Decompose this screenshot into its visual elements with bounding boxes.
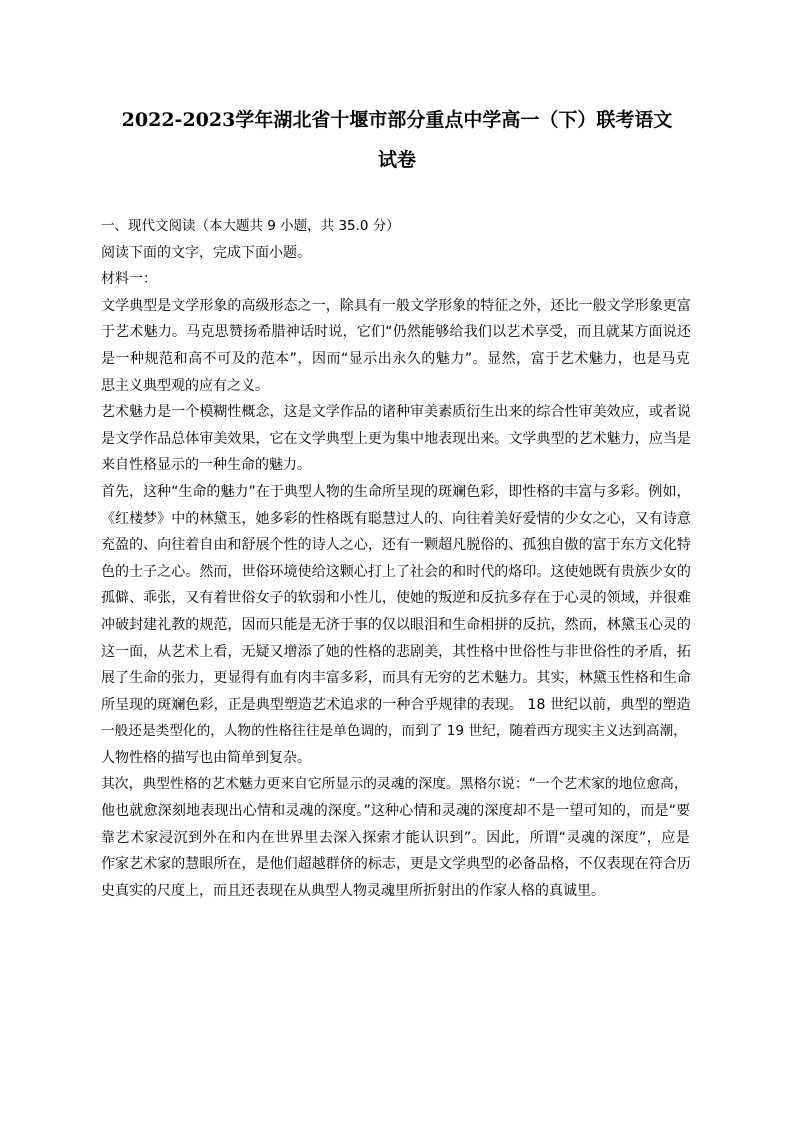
text-line: 其次，典型性格的艺术魅力更来自它所显示的灵魂的深度。黑格尔说：“一个艺术家的地位愈高， [101, 776, 688, 793]
text-line: 冲破封建礼教的规范，因而只能是无济于事的仅以眼泪和生命相拼的反抗，然而，林黛玉心灵的 [101, 616, 691, 633]
reading-instruction: 阅读下面的文字，完成下面小题。 [101, 244, 311, 261]
text-line: 所呈现的斑斓色彩，正是典型塑造艺术追求的一种合乎规律的表现。 18 世纪以前，典型的塑造 [101, 696, 691, 713]
paragraph-4 [101, 771, 691, 904]
text-line: 一般还是类型化的，人物的性格往往是单色调的，而到了 19 世纪，随着西方现实主义达到高潮， [101, 723, 687, 740]
text-line: 史真实的尺度上，而且还表现在从典型人物灵魂里所折射出的作家人格的真诚里。 [101, 882, 605, 899]
text-line: 文学典型是文学形象的高级形态之一，除具有一般文学形象的特征之外，还比一般文学形象更富 [101, 297, 691, 314]
paragraph-3 [101, 479, 691, 772]
text-line: 孤僻、乖张，又有着世俗女子的软弱和小性儿，使她的叛逆和反抗多存在于心灵的领域，并很难 [101, 590, 691, 607]
text-line: 艺术魅力是一个模糊性概念，这是文学作品的诸种审美素质衍生出来的综合性审美效应，或者说 [101, 404, 691, 421]
document-title [90, 100, 704, 180]
title-line-2: 试卷 [377, 149, 416, 171]
text-line: 人物性格的描写也由简单到复杂。 [101, 749, 311, 766]
text-line: 是一种规范和高不可及的范本”，因而“显示出永久的魅力”。显然，富于艺术魅力，也是马克 [101, 350, 691, 367]
text-line: 色的士子之心。然而，世俗环境使给这颗心打上了社会的和时代的烙印。这使她既有贵族少女的 [101, 563, 691, 580]
text-line: 来自性格显示的一种生命的魅力。 [101, 457, 311, 474]
document-body [101, 213, 691, 904]
text-line: 作家艺术家的慧眼所在，是他们超越群侪的标志，更是文学典型的必备品格，不仅表现在符合历 [101, 856, 691, 873]
section-heading: 一、现代文阅读（本大题共 9 小题，共 35.0 分） [101, 218, 400, 234]
text-line: 于艺术魅力。马克思赞扬希腊神话时说，它们“仍然能够给我们以艺术享受，而且就某方面说还 [101, 324, 692, 341]
text-line: 他也就愈深刻地表现出心情和灵魂的深度。”这种心情和灵魂的深度却不是一望可知的，而是“要 [101, 803, 691, 820]
material-label: 材料一： [101, 271, 157, 288]
text-line: 是文学作品总体审美效果，它在文学典型上更为集中地表现出来。文学典型的艺术魅力，应当是 [101, 430, 691, 447]
paragraph-2 [101, 399, 691, 479]
text-line: 首先，这种“生命的魅力”在于典型人物的生命所呈现的斑斓色彩，即性格的丰富与多彩。例如， [101, 483, 691, 500]
text-line: 充盈的、向往着自由和舒展个性的诗人之心，还有一颗超凡脱俗的、孤独自傲的富于东方文化特 [101, 537, 691, 554]
paragraph-1 [101, 293, 691, 399]
text-line: 《红楼梦》中的林黛玉，她多彩的性格既有聪慧过人的、向往着美好爱情的少女之心，又有诗意 [101, 510, 691, 527]
text-line: 展了生命的张力，更显得有血有肉丰富多彩，而具有无穷的艺术魅力。其实，林黛玉性格和生命 [101, 670, 691, 687]
title-line-1: 2022-2023学年湖北省十堰市部分重点中学高一（下）联考语文 [121, 109, 673, 131]
text-line: 这一面，从艺术上看，无疑又增添了她的性格的悲剧美，其性格中世俗性与非世俗性的矛盾，拓 [101, 643, 691, 660]
text-line: 靠艺术家浸沉到外在和内在世界里去深入探索才能认识到”。因此，所谓“灵魂的深度”，应是 [101, 829, 691, 846]
text-line: 思主义典型观的应有之义。 [101, 377, 269, 394]
